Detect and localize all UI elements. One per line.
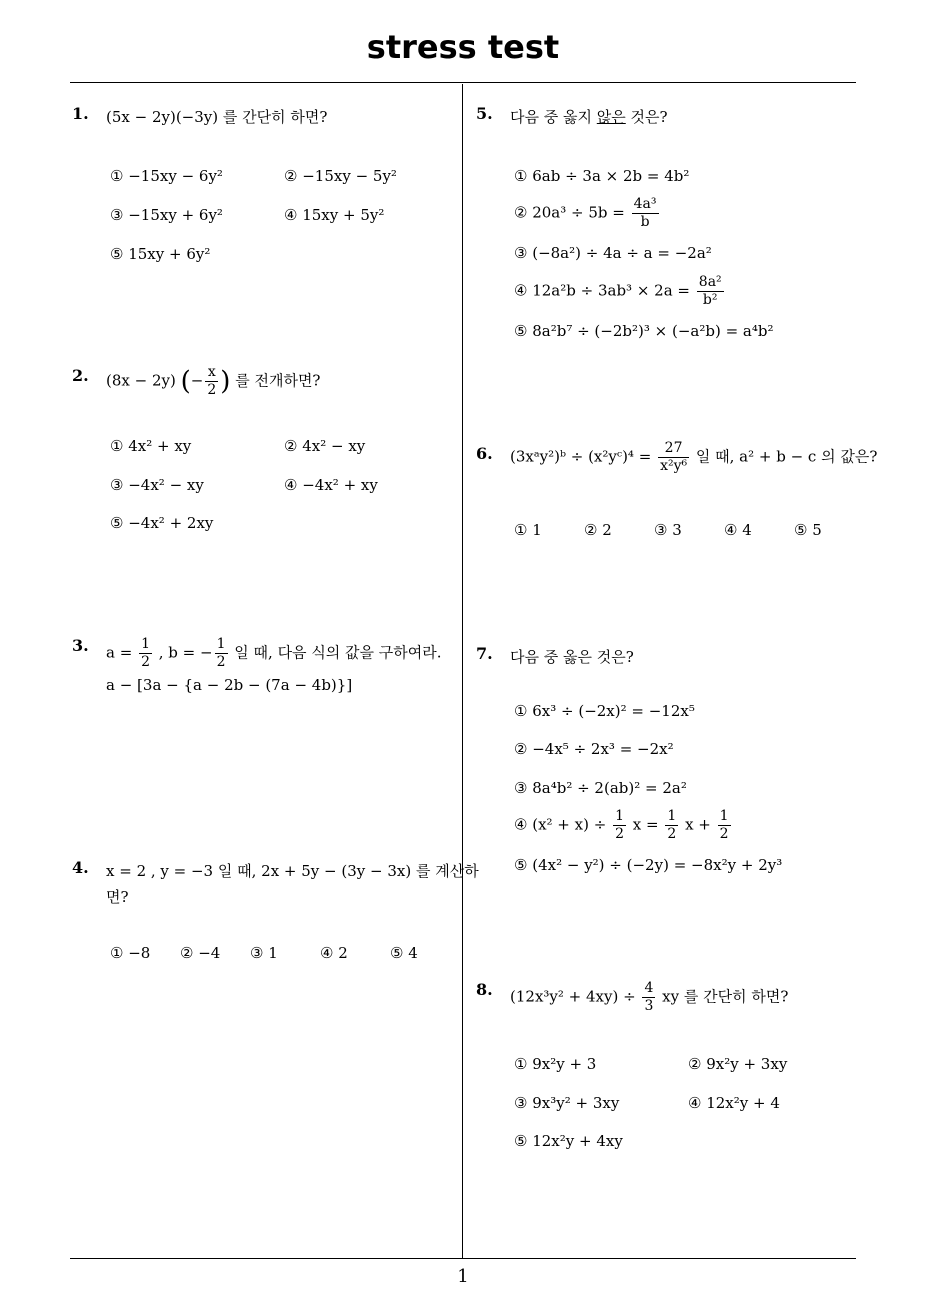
header-rule [70, 82, 856, 83]
question-number: 2. [72, 366, 89, 385]
question-stem: x = 2 , y = −3 일 때, 2x + 5y − (3y − 3x) 를 계산하 [106, 862, 479, 880]
question-number: 3. [72, 636, 89, 655]
choice-5[interactable]: ⑤ (4x² − y²) ÷ (−2y) = −8x²y + 2y³ [514, 856, 783, 874]
stem-text: xy 를 간단히 하면? [662, 987, 789, 1006]
fraction-numerator: 1 [141, 636, 150, 652]
stem-underlined-word: 않은 [596, 108, 626, 126]
fraction [632, 196, 659, 231]
choice-expression-mid: x = [632, 815, 659, 834]
fraction-denominator: 2 [207, 382, 217, 398]
choice-5[interactable]: ⑤ 8a²b⁷ ÷ (−2b²)³ × (−a²b) = a⁴b² [514, 322, 774, 340]
choice-expression: ④ 12a²b ÷ 3ab³ × 2a = [514, 281, 690, 300]
choice-3[interactable]: ③ (−8a²) ÷ 4a ÷ a = −2a² [514, 244, 712, 262]
fraction-denominator: 2 [719, 826, 729, 842]
footer-rule [70, 1258, 856, 1259]
stem-expression: (12x³y² + 4xy) ÷ [510, 987, 636, 1006]
choice-1[interactable]: ① 1 [514, 521, 542, 539]
fraction-numerator: 27 [658, 440, 689, 458]
choice-4[interactable] [514, 274, 726, 309]
choice-5[interactable]: ⑤ −4x² + 2xy [110, 514, 214, 532]
question-stem [510, 440, 877, 475]
stem-b: , b = − [158, 643, 213, 662]
fraction [658, 440, 689, 475]
open-paren: ( [180, 366, 191, 397]
choice-4[interactable]: ④ 12x²y + 4 [688, 1094, 780, 1112]
stem-text: 일 때, 다음 식의 값을 구하여라. [234, 643, 442, 662]
fraction-denominator: 2 [615, 826, 624, 842]
fraction [205, 364, 218, 399]
choice-4[interactable] [514, 808, 733, 843]
fraction-numerator: 4 [644, 980, 654, 996]
fraction [642, 980, 655, 1015]
question-stem-continued: 면? [106, 888, 129, 906]
choice-expression-mid2: x + [685, 815, 711, 834]
fraction-numerator: 1 [216, 636, 226, 652]
choice-3[interactable]: ③ 9x³y² + 3xy [514, 1094, 620, 1112]
choice-4[interactable]: ④ 4 [724, 521, 752, 539]
fraction-numerator: 8a² [698, 274, 722, 290]
question-number: 4. [72, 858, 89, 877]
fraction-denominator: 2 [667, 826, 677, 842]
stem-a: a = [106, 643, 133, 662]
stem-expression: (8x − 2y) [106, 371, 176, 390]
fraction [697, 274, 724, 309]
choice-5[interactable]: ⑤ 4 [390, 944, 418, 962]
choice-3[interactable]: ③ 8a⁴b² ÷ 2(ab)² = 2a² [514, 779, 687, 797]
choice-expression: ② 20a³ ÷ 5b = [514, 203, 625, 222]
stem-text-end: 것은? [630, 108, 668, 126]
question-expression: a − [3a − {a − 2b − (7a − 4b)}] [106, 676, 353, 694]
choice-2[interactable]: ② 9x²y + 3xy [688, 1055, 788, 1073]
fraction-numerator: 1 [615, 808, 624, 824]
choice-5[interactable]: ⑤ 5 [794, 521, 822, 539]
choice-2[interactable]: ② 4x² − xy [284, 437, 366, 455]
question-number: 7. [476, 644, 493, 663]
fraction [665, 808, 678, 843]
column-divider [462, 84, 463, 1258]
choice-1[interactable]: ① 6x³ ÷ (−2x)² = −12x⁵ [514, 702, 695, 720]
fraction-denominator: b² [702, 292, 718, 308]
fraction-numerator: x [205, 364, 218, 382]
choice-4[interactable]: ④ 15xy + 5y² [284, 206, 385, 224]
fraction [718, 808, 731, 843]
question-stem [106, 364, 320, 399]
choice-5[interactable]: ⑤ 15xy + 6y² [110, 245, 211, 263]
question-number: 6. [476, 444, 493, 463]
choice-3[interactable]: ③ 1 [250, 944, 278, 962]
question-stem: 다음 중 옳은 것은? [510, 648, 634, 666]
fraction [613, 808, 626, 843]
choice-3[interactable]: ③ −4x² − xy [110, 476, 204, 494]
choice-1[interactable]: ① −8 [110, 944, 151, 962]
stem-text: 일 때, a² + b − c 의 값은? [695, 447, 878, 466]
fraction-denominator: 2 [216, 654, 226, 670]
page-title: stress test [366, 28, 560, 66]
fraction-numerator: 4a³ [633, 196, 657, 212]
choice-expression: ④ (x² + x) ÷ [514, 815, 607, 834]
choice-1[interactable]: ① 6ab ÷ 3a × 2b = 4b² [514, 167, 690, 185]
question-stem [106, 636, 442, 671]
choice-1[interactable]: ① −15xy − 6y² [110, 167, 223, 185]
minus-sign: − [190, 371, 204, 390]
stem-text: 다음 중 옳지 [510, 108, 592, 126]
fraction-denominator: x²y⁶ [660, 458, 688, 474]
question-number: 8. [476, 980, 493, 999]
stem-text: 를 전개하면? [235, 371, 321, 390]
fraction-denominator: 3 [644, 998, 654, 1014]
choice-1[interactable]: ① 9x²y + 3 [514, 1055, 597, 1073]
question-number: 1. [72, 104, 89, 123]
choice-1[interactable]: ① 4x² + xy [110, 437, 192, 455]
question-stem [510, 104, 668, 130]
choice-3[interactable]: ③ −15xy + 6y² [110, 206, 223, 224]
choice-5[interactable]: ⑤ 12x²y + 4xy [514, 1132, 623, 1150]
question-stem [510, 980, 788, 1015]
question-stem: (5x − 2y)(−3y) 를 간단히 하면? [106, 108, 328, 126]
fraction-numerator: 1 [719, 808, 729, 824]
choice-4[interactable]: ④ 2 [320, 944, 348, 962]
choice-2[interactable]: ② −4 [180, 944, 221, 962]
fraction-numerator: 1 [667, 808, 677, 824]
question-number: 5. [476, 104, 493, 123]
choice-2[interactable]: ② −4x⁵ ÷ 2x³ = −2x² [514, 740, 674, 758]
choice-3[interactable]: ③ 3 [654, 521, 682, 539]
choice-2[interactable]: ② −15xy − 5y² [284, 167, 397, 185]
choice-2[interactable] [514, 196, 661, 231]
page-number: 1 [457, 1266, 469, 1287]
fraction-denominator: b [640, 214, 650, 230]
close-paren: ) [220, 366, 231, 397]
stem-expression: (3xᵃy²)ᵇ ÷ (x²yᶜ)⁴ = [510, 447, 652, 466]
fraction-denominator: 2 [141, 654, 150, 670]
choice-2[interactable]: ② 2 [584, 521, 612, 539]
choice-4[interactable]: ④ −4x² + xy [284, 476, 378, 494]
fraction-a [139, 636, 152, 671]
fraction-b [215, 636, 228, 671]
